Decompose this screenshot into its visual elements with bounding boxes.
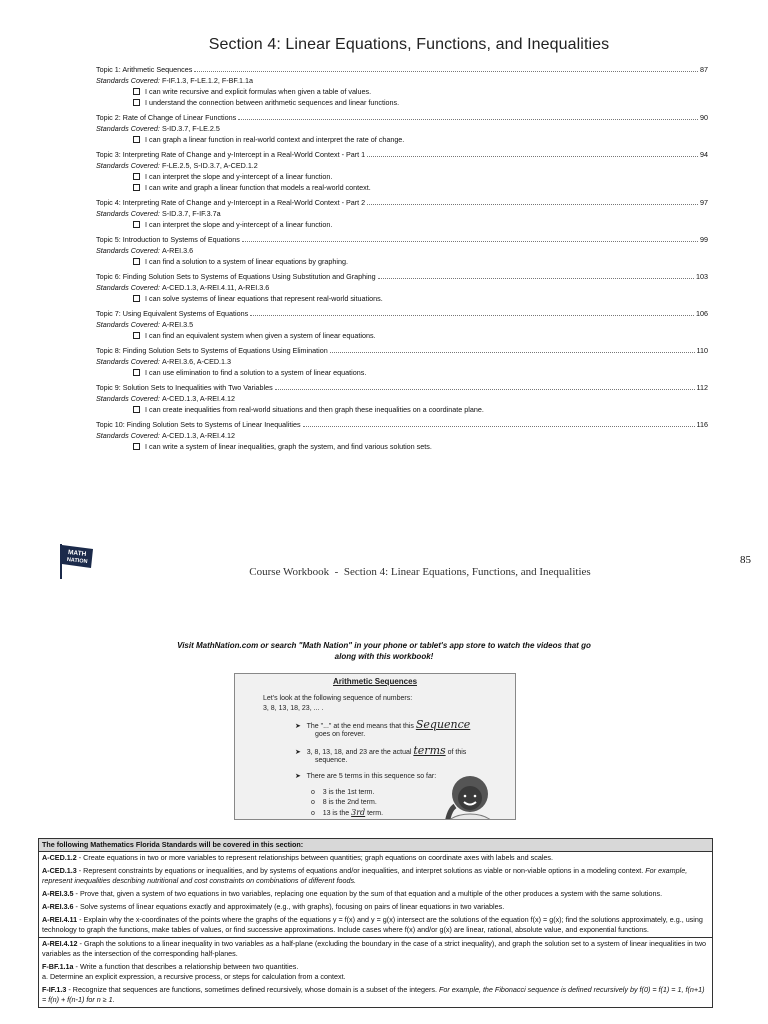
toc-standards-covered [96, 123, 708, 134]
checkbox-icon[interactable] [133, 184, 140, 191]
toc-topic [96, 234, 708, 267]
toc-page-number: 112 [696, 383, 708, 392]
toc-leader-dots [303, 419, 695, 427]
standard-code: A-REI.4.11 [42, 915, 78, 924]
standard-text: - Write a function that describes a relationship between two quantities. [73, 962, 299, 971]
toc-standards-covered [96, 393, 708, 404]
standard-row [39, 984, 712, 1007]
toc-topic-title: Topic 1: Arithmetic Sequences [96, 65, 193, 74]
standard-example: For example, the Fibonacci sequence is defined recursively by f(0) = f(1) = 1, f(n+1) = f(n) + f(n-1) for n ≥ 1. [42, 985, 705, 1004]
standards-codes: A-CED.1.3, A-REI.4.11, A-REI.3.6 [161, 283, 270, 292]
toc-learning-goal [96, 171, 708, 182]
standards-label: Standards Covered: [96, 76, 160, 85]
standards-table-header: The following Mathematics Florida Standards will be covered in this section: [39, 839, 712, 852]
toc-standards-covered [96, 75, 708, 86]
toc-leader-dots [367, 149, 698, 157]
toc-topic [96, 419, 708, 452]
standard-code: A-REI.3.5 [42, 889, 74, 898]
checkbox-icon[interactable] [133, 221, 140, 228]
toc-standards-covered [96, 356, 708, 367]
toc-topic [96, 149, 708, 193]
toc-topic-line[interactable] [96, 197, 708, 208]
standards-label: Standards Covered: [96, 320, 160, 329]
standards-label: Standards Covered: [96, 246, 160, 255]
standard-text: - Represent constraints by equations or inequalities, and by systems of equations and/or inequalities, and interpret solutions as viable or non-viable options in a modeling context. [76, 866, 646, 875]
standards-table [38, 838, 713, 1008]
toc-leader-dots [250, 308, 694, 316]
checkbox-icon[interactable] [133, 99, 140, 106]
learning-goal-text: I can find a solution to a system of linear equations by graphing. [145, 257, 348, 266]
toc-learning-goal [96, 182, 708, 193]
svg-text:NATION: NATION [66, 556, 88, 566]
standards-label: Standards Covered: [96, 124, 160, 133]
toc-standards-covered [96, 160, 708, 171]
toc-page-number: 110 [696, 346, 708, 355]
toc-topic-line[interactable] [96, 419, 708, 430]
standard-row [39, 961, 712, 984]
standard-code: F-BF.1.1a [42, 962, 74, 971]
bullet-arrow-icon: ➤ [295, 749, 301, 756]
standard-code: A-CED.1.3 [42, 866, 77, 875]
toc-learning-goal [96, 330, 708, 341]
standard-text: - Graph the solutions to a linear inequality in two variables as a half-plane (excluding the boundary in the case of a strict inequality), and graph the solution set to a system of linear inequalities in two variables as the intersection of the corresponding half-planes. [42, 939, 707, 958]
video-screenshot[interactable] [234, 673, 516, 820]
checkbox-icon[interactable] [133, 88, 140, 95]
toc-topic [96, 308, 708, 341]
toc-learning-goal [96, 86, 708, 97]
toc-learning-goal [96, 219, 708, 230]
toc-page-number: 87 [700, 65, 708, 74]
learning-goal-text: I can create inequalities from real-world situations and then graph these inequalities on a coordinate plane. [145, 405, 484, 414]
standards-label: Standards Covered: [96, 283, 160, 292]
video-term-3: o 13 is the 3rd term. [311, 808, 384, 817]
toc-topic-line[interactable] [96, 382, 708, 393]
toc-topic [96, 112, 708, 145]
bullet-2-handwriting: terms [413, 744, 446, 757]
learning-goal-text: I can interpret the slope and y-intercept of a linear function. [145, 220, 333, 229]
standards-label: Standards Covered: [96, 209, 160, 218]
standards-codes: A-REI.3.6 [161, 246, 194, 255]
toc-leader-dots [242, 234, 698, 242]
standard-text: - Prove that, given a system of two equations in two variables, replacing one equation by the sum of that equation and a multiple of the other produces a system with the same solutions. [73, 889, 663, 898]
bullet-arrow-icon: ➤ [295, 723, 301, 730]
toc-topic-title: Topic 8: Finding Solution Sets to Systems of Equations Using Elimination [96, 346, 328, 355]
checkbox-icon[interactable] [133, 332, 140, 339]
standards-codes: F-LE.2.5, S-ID.3.7, A-CED.1.2 [161, 161, 258, 170]
learning-goal-text: I can interpret the slope and y-intercept of a linear function. [145, 172, 333, 181]
standards-label: Standards Covered: [96, 161, 160, 170]
video-term-1: o 3 is the 1st term. [311, 789, 375, 796]
standards-codes: F-IF.1.3, F-LE.1.2, F-BF.1.1a [161, 76, 254, 85]
bullet-arrow-icon: ➤ [295, 773, 301, 780]
video-bullet-3 [295, 772, 436, 782]
toc-topic-line[interactable] [96, 271, 708, 282]
standard-row [39, 852, 712, 865]
toc-leader-dots [238, 112, 698, 120]
visit-notice [110, 640, 658, 662]
learning-goal-text: I can graph a linear function in real-world context and interpret the rate of change. [145, 135, 405, 144]
toc-leader-dots [378, 271, 694, 279]
checkbox-icon[interactable] [133, 369, 140, 376]
toc-standards-covered [96, 319, 708, 330]
standard-text: - Explain why the x-coordinates of the points where the graphs of the equations y = f(x) and y = g(x) intersect are the solutions of the equation f(x) = g(x); find the solutions approximately, e.g., using technology to graph the functions, make tables of values, or find successive approximations. Include cases where f(x) and/or g(x) are linear, rational, absolute value, and exponential functions. [42, 915, 703, 934]
toc-page-number: 94 [700, 150, 708, 159]
standard-text: - Create equations in two or more variables to represent relationships between quantities; graph equations on coordinate axes with labels and scales. [76, 853, 553, 862]
checkbox-icon[interactable] [133, 136, 140, 143]
toc-topic-title: Topic 5: Introduction to Systems of Equations [96, 235, 240, 244]
standard-code: F-IF.1.3 [42, 985, 67, 994]
learning-goal-text: I can use elimination to find a solution to a system of linear equations. [145, 368, 367, 377]
standards-table-rows [39, 852, 712, 1007]
toc-topic [96, 64, 708, 108]
standards-label: Standards Covered: [96, 357, 160, 366]
video-sequence: 3, 8, 13, 18, 23, ... . [263, 705, 324, 712]
checkbox-icon[interactable] [133, 443, 140, 450]
toc-topic-line[interactable] [96, 149, 708, 160]
checkbox-icon[interactable] [133, 406, 140, 413]
toc-page-number: 103 [696, 272, 708, 281]
checkbox-icon[interactable] [133, 173, 140, 180]
video-bullet-1-cont: goes on forever. [315, 731, 366, 738]
standard-example: For example, represent inequalities describing nutritional and cost constraints on combinations of different foods. [42, 866, 688, 885]
toc-topic-title: Topic 10: Finding Solution Sets to Systems of Linear Inequalities [96, 420, 301, 429]
bullet-3-text: There are 5 terms in this sequence so far: [306, 773, 437, 780]
standards-codes: A-CED.1.3, A-REI.4.12 [161, 431, 236, 440]
standards-codes: S-ID.3.7, F-LE.2.5 [161, 124, 220, 133]
learning-goal-text: I understand the connection between arithmetic sequences and linear functions. [145, 98, 400, 107]
toc-standards-covered [96, 245, 708, 256]
toc-learning-goal [96, 134, 708, 145]
standard-row [39, 888, 712, 901]
toc-learning-goal [96, 293, 708, 304]
standards-codes: A-REI.3.6, A-CED.1.3 [161, 357, 232, 366]
bullet-1-handwriting: Sequence [415, 718, 471, 731]
toc-page-number: 106 [696, 309, 708, 318]
svg-text:MATH: MATH [67, 549, 87, 558]
video-term-2: o 8 is the 2nd term. [311, 799, 377, 806]
toc-standards-covered [96, 208, 708, 219]
video-title: Arithmetic Sequences [332, 677, 418, 686]
standard-text: - Recognize that sequences are functions, sometimes defined recursively, whose domain is a subset of the integers. [66, 985, 439, 994]
toc-learning-goal [96, 404, 708, 415]
toc-page-number: 90 [700, 113, 708, 122]
standards-label: Standards Covered: [96, 394, 160, 403]
toc-topic [96, 197, 708, 230]
toc-leader-dots [367, 197, 698, 205]
toc-learning-goal [96, 256, 708, 267]
toc-topic-title: Topic 7: Using Equivalent Systems of Equations [96, 309, 249, 318]
toc-page-number: 99 [700, 235, 708, 244]
standard-text: - Solve systems of linear equations exactly and approximately (e.g., with graphs), focusing on pairs of linear equations in two variables. [73, 902, 505, 911]
standards-codes: S-ID.3.7, F-IF.3.7a [161, 209, 221, 218]
page-title: Section 4: Linear Equations, Functions, and Inequalities [208, 36, 610, 53]
toc-standards-covered [96, 282, 708, 293]
learning-goal-text: I can write and graph a linear function that models a real-world context. [145, 183, 371, 192]
toc-topic-title: Topic 6: Finding Solution Sets to Systems of Equations Using Substitution and Graphing [96, 272, 376, 281]
toc-topic-line[interactable] [96, 308, 708, 319]
toc-learning-goal [96, 97, 708, 108]
page-number: 85 [740, 554, 751, 566]
standards-label: Standards Covered: [96, 431, 160, 440]
toc-leader-dots [330, 345, 695, 353]
bullet-2-text: 3, 8, 13, 18, and 23 are the actual [306, 749, 412, 756]
learning-goal-text: I can write recursive and explicit formulas when given a table of values. [145, 87, 372, 96]
toc-topic-title: Topic 2: Rate of Change of Linear Functions [96, 113, 237, 122]
toc-learning-goal [96, 367, 708, 378]
toc-topic-title: Topic 9: Solution Sets to Inequalities with Two Variables [96, 383, 273, 392]
bullet-2-text-end: of this [447, 749, 467, 756]
video-intro: Let's look at the following sequence of numbers: [263, 695, 413, 702]
toc-topic [96, 271, 708, 304]
toc-leader-dots [275, 382, 695, 390]
toc-leader-dots [194, 64, 698, 72]
toc-topic-line[interactable] [96, 112, 708, 123]
standard-row [39, 914, 712, 937]
presenter-image [435, 762, 505, 820]
toc-topic-line[interactable] [96, 345, 708, 356]
learning-goal-text: I can write a system of linear inequalities, graph the system, and find various solution sets. [145, 442, 432, 451]
toc-topic [96, 345, 708, 378]
visit-line-1: Visit MathNation.com or search "Math Nation" in your phone or tablet's app store to watch the videos that go [177, 641, 591, 650]
page-footer: Course Workbook - Section 4: Linear Equations, Functions, and Inequalities [249, 566, 591, 578]
standard-row [39, 937, 712, 961]
standards-codes: A-REI.3.5 [161, 320, 194, 329]
toc-topic-title: Topic 3: Interpreting Rate of Change and y-Intercept in a Real-World Context - Part 1 [96, 150, 366, 159]
standard-row [39, 901, 712, 914]
visit-line-2: along with this workbook! [334, 652, 434, 661]
toc-standards-covered [96, 430, 708, 441]
checkbox-icon[interactable] [133, 258, 140, 265]
standard-row [39, 865, 712, 888]
toc-page-number: 97 [700, 198, 708, 207]
toc-topic [96, 382, 708, 415]
standard-subitem: a. Determine an explicit expression, a recursive process, or steps for calculation from a context. [42, 972, 346, 981]
toc-topic-line[interactable] [96, 64, 708, 75]
checkbox-icon[interactable] [133, 295, 140, 302]
toc-topic-line[interactable] [96, 234, 708, 245]
learning-goal-text: I can solve systems of linear equations that represent real-world situations. [145, 294, 383, 303]
toc-topic-title: Topic 4: Interpreting Rate of Change and y-Intercept in a Real-World Context - Part 2 [96, 198, 366, 207]
standard-code: A-CED.1.2 [42, 853, 77, 862]
toc-page-number: 116 [696, 420, 708, 429]
learning-goal-text: I can find an equivalent system when given a system of linear equations. [145, 331, 376, 340]
video-bullet-2-cont: sequence. [315, 757, 348, 764]
standard-code: A-REI.4.12 [42, 939, 78, 948]
standards-codes: A-CED.1.3, A-REI.4.12 [161, 394, 236, 403]
bullet-1-text: The "..." at the end means that this [306, 723, 414, 730]
standard-code: A-REI.3.6 [42, 902, 74, 911]
toc-learning-goal [96, 441, 708, 452]
table-of-contents [96, 64, 708, 452]
